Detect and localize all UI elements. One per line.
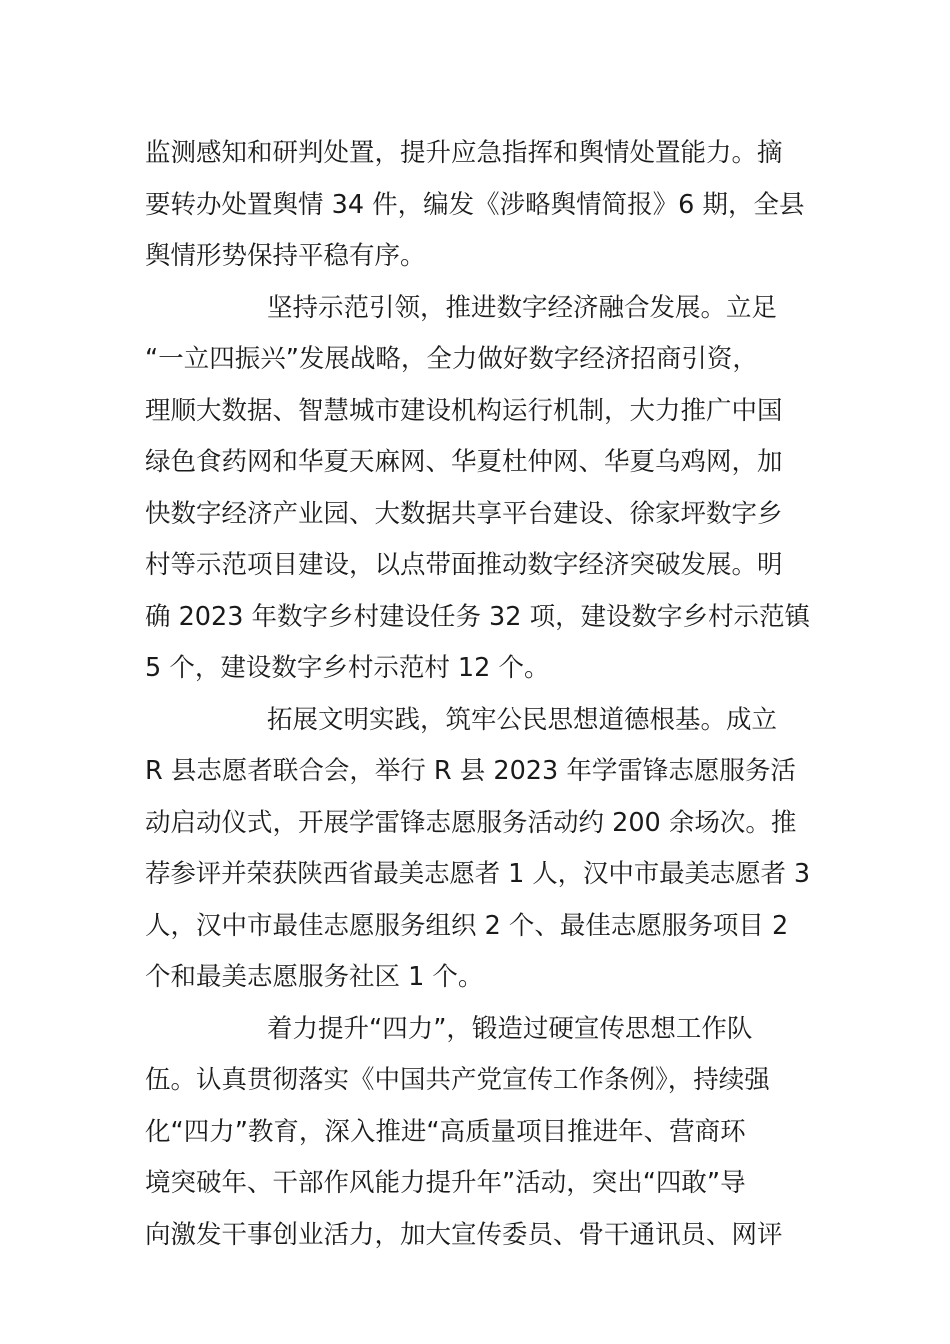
text-line: 境突破年、干部作风能力提升年”活动，突出“四敢”导: [145, 1168, 746, 1198]
paragraph-heading-line: 着力提升“四力”，锻造过硬宣传思想工作队: [267, 1013, 753, 1044]
text-line: 荐参评并荣获陕西省最美志愿者 1 人，汉中市最美志愿者 3: [145, 859, 810, 889]
text-line: 舆情形势保持平稳有序。: [145, 241, 426, 271]
text-line: 向激发干事创业活力，加大宣传委员、骨干通讯员、网评: [145, 1219, 783, 1250]
text-line: 监测感知和研判处置，提升应急指挥和舆情处置能力。摘: [145, 138, 783, 168]
paragraph-heading-line: 坚持示范引领，推进数字经济融合发展。立足: [267, 292, 778, 323]
text-line: 要转办处置舆情 34 件，编发《涉略舆情简报》6 期，全县: [145, 189, 805, 220]
text-line: 理顺大数据、智慧城市建设机构运行机制，大力推广中国: [145, 395, 783, 426]
text-line: 确 2023 年数字乡村建设任务 32 项，建设数字乡村示范镇: [145, 601, 810, 632]
text-line: 人，汉中市最佳志愿服务组织 2 个、最佳志愿服务项目 2: [145, 910, 789, 941]
body-text: [145, 128, 810, 1261]
paragraph-heading-line: 拓展文明实践，筑牢公民思想道德根基。成立: [267, 704, 778, 735]
text-line: “一立四振兴”发展战略，全力做好数字经济招商引资，: [145, 344, 758, 374]
text-line: 伍。认真贯彻落实《中国共产党宣传工作条例》，持续强: [145, 1065, 770, 1095]
text-line: 5 个，建设数字乡村示范村 12 个。: [145, 653, 550, 683]
text-line: 动启动仪式，开展学雷锋志愿服务活动约 200 余场次。推: [145, 807, 797, 838]
text-line: 化“四力”教育，深入推进“高质量项目推进年、营商环: [145, 1116, 746, 1147]
text-line: 个和最美志愿服务社区 1 个。: [145, 962, 484, 992]
text-line: 绿色食药网和华夏天麻网、华夏杜仲网、华夏乌鸡网，加: [145, 447, 783, 477]
text-line: R 县志愿者联合会，举行 R 县 2023 年学雷锋志愿服务活: [145, 756, 796, 786]
text-line: 快数字经济产业园、大数据共享平台建设、徐家坪数字乡: [145, 498, 783, 529]
text-line: 村等示范项目建设，以点带面推动数字经济突破发展。明: [145, 550, 783, 580]
